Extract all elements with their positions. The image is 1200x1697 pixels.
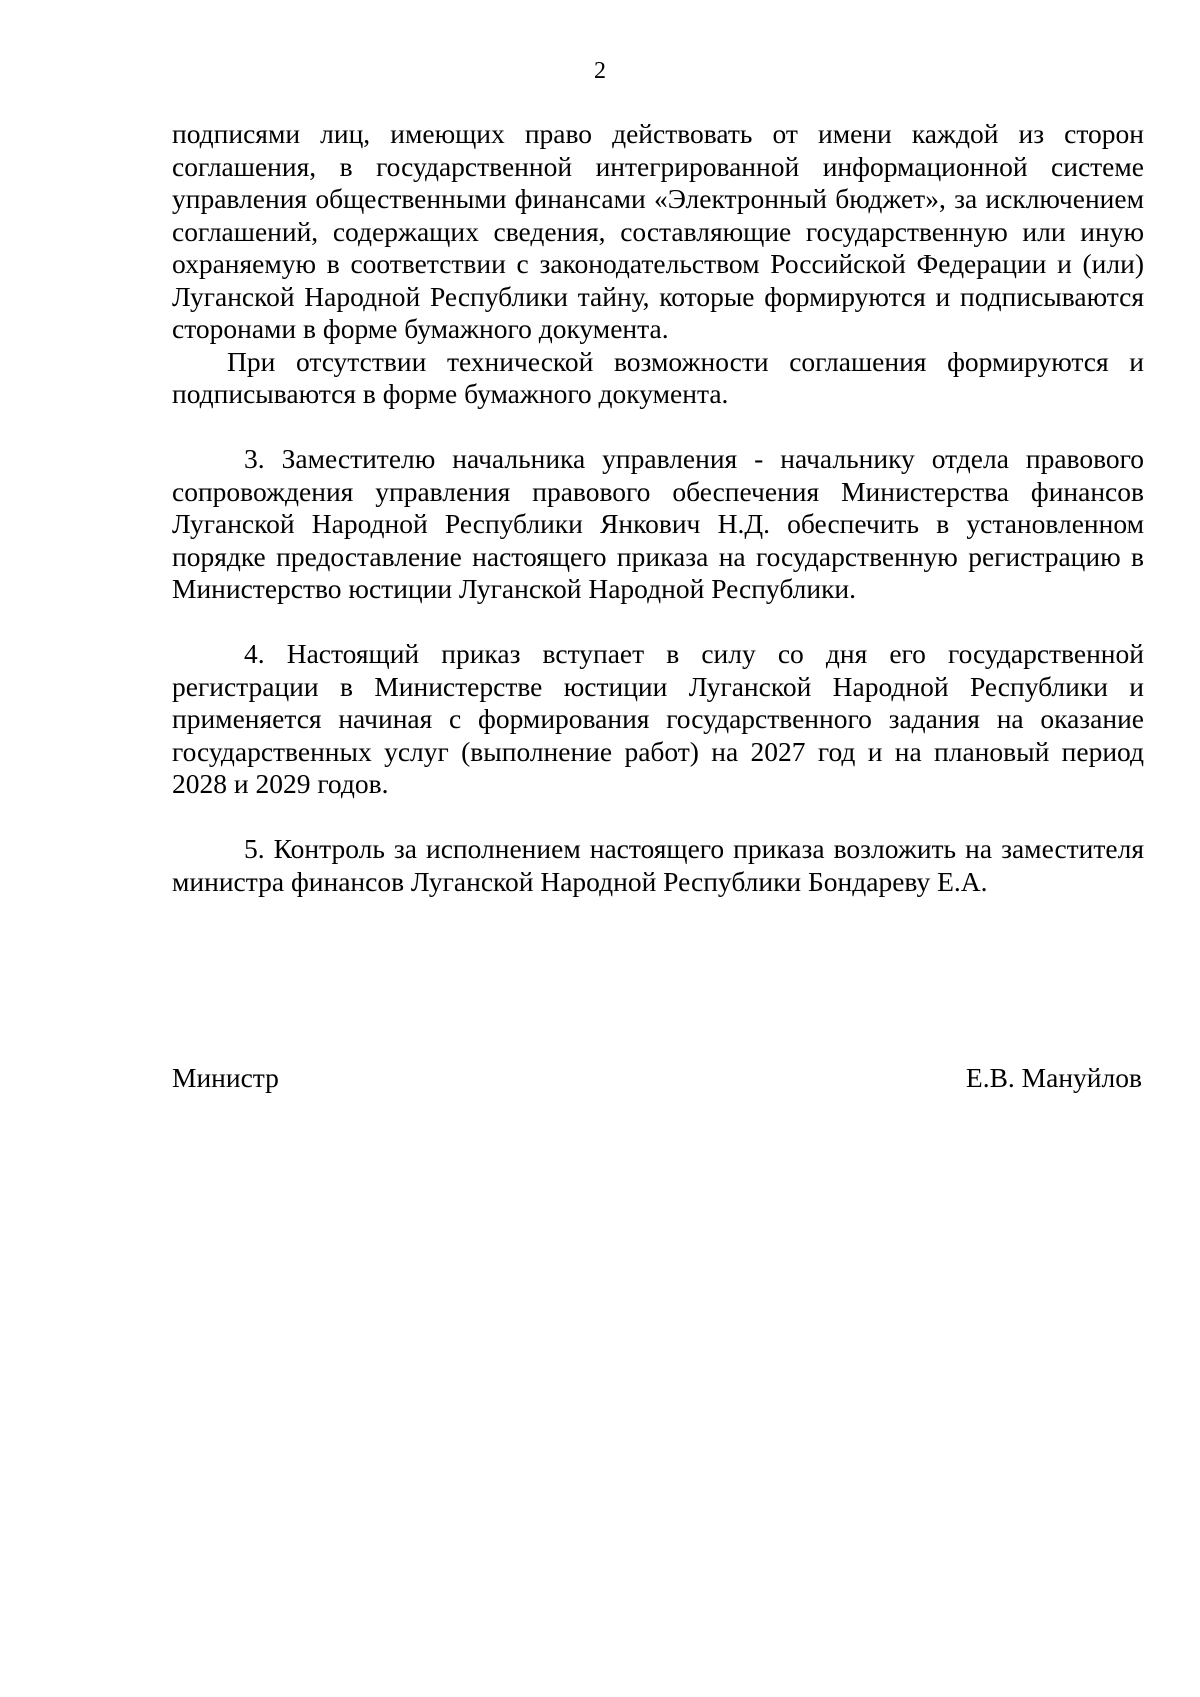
- paragraph-continuation: подписями лиц, имеющих право действовать от имени каждой из сторон соглашения, в государственной интегрированной информационной системе управления общественными финансами «Электронный бюджет», за исключением соглашений, содержащих сведения, составляющие государственную или иную охраняемую в соответствии с законодательством Российской Федерации и (или) Луганской Народной Республики тайну, которые формируются и подписываются сторонами в форме бумажного документа.: [172, 118, 1144, 344]
- paragraph-no-technical-possibility: При отсутствии технической возможности соглашения формируются и подписываются в форме бумажного документа.: [172, 345, 1144, 409]
- paragraph-item-5: 5. Контроль за исполнением настоящего приказа возложить на заместителя министра финансов Луганской Народной Республики Бондареву Е.А.: [172, 833, 1144, 897]
- signatory-title: Министр: [172, 1062, 279, 1093]
- paragraph-item-3: 3. Заместителю начальника управления - начальнику отдела правового сопровождения управления правового обеспечения Министерства финансов Луганской Народной Республики Янкович Н.Д. обеспечить в установленном порядке предоставление настоящего приказа на государственную регистрацию в Министерство юстиции Луганской Народной Республики.: [172, 443, 1144, 604]
- document-body: [172, 118, 1144, 898]
- paragraph-item-4: 4. Настоящий приказ вступает в силу со дня его государственной регистрации в Министерстве юстиции Луганской Народной Республики и применяется начиная с формирования государственного задания на оказание государственных услуг (выполнение работ) на 2027 год и на плановый период 2028 и 2029 годов.: [172, 638, 1144, 799]
- page-number: 2: [594, 58, 606, 84]
- signatory-name: Е.В. Мануйлов: [965, 1062, 1142, 1093]
